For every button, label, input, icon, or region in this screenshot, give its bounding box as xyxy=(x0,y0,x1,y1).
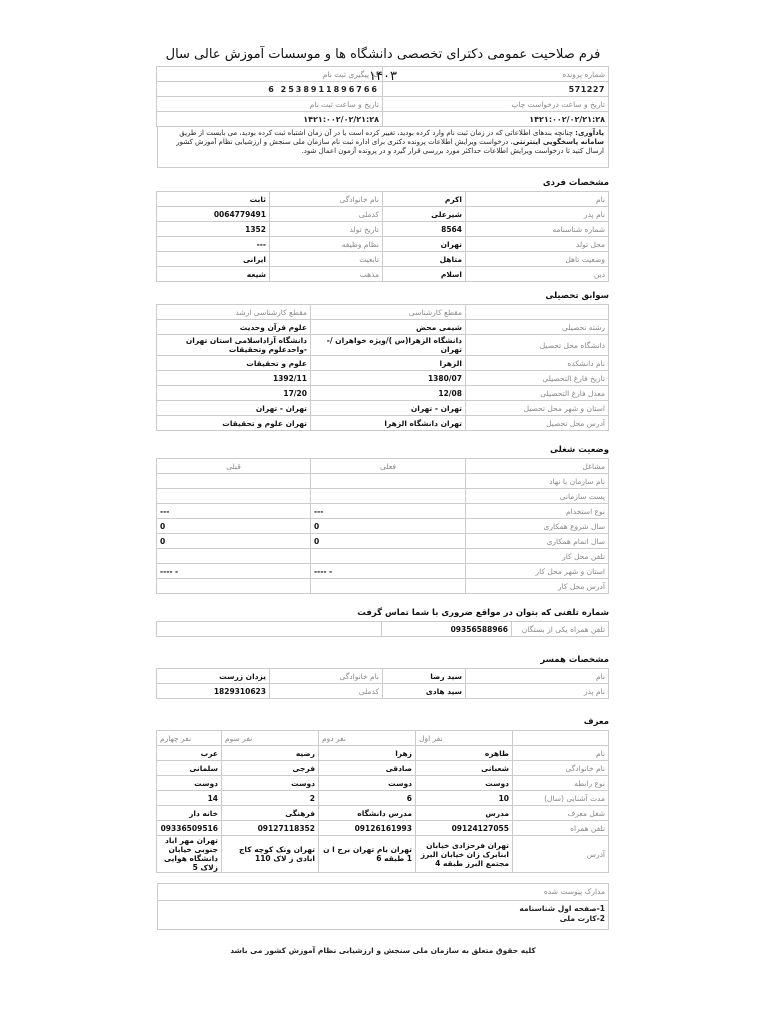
referrer-value: تهران بام تهران برج ا ن 1 طبقه 6 xyxy=(319,836,416,873)
referrer-value: تهران مهر اباد جنوبی خیابان دانشگاه هوایی زلاک 5 xyxy=(157,836,222,873)
field-label: دانشگاه محل تحصیل xyxy=(466,335,609,356)
emergency-label: تلفن همراه یکی از بستگان xyxy=(512,622,609,637)
previous-value xyxy=(157,579,311,594)
field-label: نام پدر xyxy=(466,684,609,699)
field-label: تابعیت xyxy=(270,252,383,267)
referrer-value: 09336509516 xyxy=(157,821,222,836)
employment-row xyxy=(157,504,609,519)
field-label: کدملی xyxy=(270,684,383,699)
field-label: نام دانشکده xyxy=(466,356,609,371)
note-text-1: چنانچه بندهای اطلاعاتی که در زمان ثبت نام وارد کرده بودید، تغییر کرده است یا در آن زمان اشتباه ثبت کرده بودید، می بایست از طریق xyxy=(179,129,576,137)
referrer-value: دوست xyxy=(319,776,416,791)
field-label: وضعیت تاهل xyxy=(466,252,609,267)
referrer-row xyxy=(157,836,609,873)
spouse-section-title: مشخصات همسر xyxy=(540,655,609,665)
previous-value: --- xyxy=(157,504,311,519)
employment-row xyxy=(157,579,609,594)
referrer-value: 6 xyxy=(319,791,416,806)
field-value: 0064779491 xyxy=(157,207,270,222)
referrer-row xyxy=(157,776,609,791)
education-col-bachelor: مقطع کارشناسی xyxy=(311,305,466,320)
employment-row xyxy=(157,549,609,564)
field-label: استان و شهر محل تحصیل xyxy=(466,401,609,416)
note-bold-1: یادآوری: xyxy=(575,129,604,137)
doc-item: 2-کارت ملی xyxy=(559,914,605,923)
bachelor-value: 12/08 xyxy=(311,386,466,401)
field-label: تاریخ تولد xyxy=(270,222,383,237)
current-value xyxy=(311,549,466,564)
current-value: 0 xyxy=(311,519,466,534)
employment-col-current: فعلی xyxy=(311,459,466,474)
file-no: 571227 xyxy=(383,82,609,97)
referrer-value: 09124127055 xyxy=(416,821,513,836)
bachelor-value: تهران دانشگاه الزهرا xyxy=(311,416,466,431)
employment-row xyxy=(157,489,609,504)
education-col-master: مقطع کارشناسی ارشد xyxy=(157,305,311,320)
personal-row xyxy=(157,252,609,267)
education-row xyxy=(157,356,609,371)
master-value: علوم قرآن وحدیث xyxy=(157,320,311,335)
previous-value xyxy=(157,474,311,489)
referrer-value: عرب xyxy=(157,746,222,761)
field-value: سید رضا xyxy=(383,669,466,684)
field-value: سید هادی xyxy=(383,684,466,699)
referrer-row xyxy=(157,806,609,821)
field-label: مذهب xyxy=(270,267,383,282)
field-value: ایرانی xyxy=(157,252,270,267)
education-row xyxy=(157,416,609,431)
education-row xyxy=(157,335,609,356)
field-label: رشته تحصیلی xyxy=(466,320,609,335)
field-label: نام xyxy=(513,746,609,761)
bachelor-value: الزهرا xyxy=(311,356,466,371)
master-value: 17/20 xyxy=(157,386,311,401)
personal-row xyxy=(157,192,609,207)
field-label: پست سازمانی xyxy=(466,489,609,504)
previous-value: - ---- xyxy=(157,564,311,579)
referrer-value: زهرا xyxy=(319,746,416,761)
doc-item: 1-صفحه اول شناسنامه xyxy=(519,904,605,913)
referrer-value: صادقی xyxy=(319,761,416,776)
bachelor-value: شیمی محض xyxy=(311,320,466,335)
education-table xyxy=(156,304,609,431)
field-label: نام خانوادگی xyxy=(270,669,383,684)
referrer-value: طاهره xyxy=(416,746,513,761)
referrer-col-header: نفر چهارم xyxy=(157,731,222,746)
employment-row xyxy=(157,519,609,534)
education-section-title: سوابق تحصیلی xyxy=(545,291,609,301)
field-label: نام xyxy=(466,669,609,684)
print-datetime: ۱۴۲۱:۰۰۲/۰۲/۲۱:۲۸ xyxy=(383,112,609,127)
referrer-value: شعبانی xyxy=(416,761,513,776)
file-no-label: شماره پرونده xyxy=(383,67,609,82)
education-row xyxy=(157,401,609,416)
spouse-table xyxy=(156,668,609,699)
note-bold-2: سامانه پاسخگویی اینترنتی xyxy=(512,138,604,146)
bachelor-value: دانشگاه الزهرا(س )/ویژه خواهران /- تهران xyxy=(311,335,466,356)
referrer-col-header: نفر دوم xyxy=(319,731,416,746)
field-value: اسلام xyxy=(383,267,466,282)
tracking-label: کد پیگیری ثبت نام xyxy=(157,67,383,82)
referrer-value: 10 xyxy=(416,791,513,806)
current-value xyxy=(311,489,466,504)
personal-section-title: مشخصات فردی xyxy=(542,178,609,188)
master-value: تهران - تهران xyxy=(157,401,311,416)
education-row xyxy=(157,386,609,401)
field-label: معدل فارغ التحصیلی xyxy=(466,386,609,401)
field-label: کدملی xyxy=(270,207,383,222)
field-value: 8564 xyxy=(383,222,466,237)
previous-value: 0 xyxy=(157,534,311,549)
bachelor-value: 1380/07 xyxy=(311,371,466,386)
docs-title: مدارک پیوست شده xyxy=(158,884,608,901)
field-label: شغل معرف xyxy=(513,806,609,821)
spouse-row xyxy=(157,684,609,699)
field-label: شماره شناسنامه xyxy=(466,222,609,237)
referrer-section-title: معرف xyxy=(583,717,609,727)
print-datetime-label: تاریخ و ساعت درخواست چاپ xyxy=(383,97,609,112)
field-label: نام xyxy=(466,192,609,207)
field-label: آدرس محل کار xyxy=(466,579,609,594)
employment-col-jobs: مشاغل xyxy=(466,459,609,474)
referrer-value: مدرس دانشگاه xyxy=(319,806,416,821)
referrer-col-header: نفر سوم xyxy=(222,731,319,746)
referrer-row xyxy=(157,791,609,806)
form-title: فرم صلاحیت عمومی دکترای تخصصی دانشگاه ها و موسسات آموزش عالی سال ۱۴۰۳ xyxy=(165,47,601,84)
employment-row xyxy=(157,534,609,549)
personal-table xyxy=(156,191,609,282)
referrer-row xyxy=(157,761,609,776)
docs-list xyxy=(158,901,608,929)
field-label: تلفن محل کار xyxy=(466,549,609,564)
previous-value: 0 xyxy=(157,519,311,534)
note-text-2: ، درخواست ویرایش اطلاعات پرونده دکتری برای اداره ثبت نام سازمان ملی سنجش و ارزشیابی نظام آموزش کشور ارسال کنید تا درخواست ویرایش اطلاعات حداکثر مورد بررسی قرار گیرد و در پرونده آزمون اعمال شود. xyxy=(176,138,604,155)
referrer-value: مدرس xyxy=(416,806,513,821)
current-value: --- xyxy=(311,504,466,519)
master-value: دانشگاه آزاداسلامی استان تهران -واحدعلوم وتحقیقات xyxy=(157,335,311,356)
emergency-table xyxy=(156,621,609,637)
referrer-value: تهران فرحزادی خیابان ابنابرک زان خیابان البرز مجتمع البرز طبقه 4 xyxy=(416,836,513,873)
field-value: ثابت xyxy=(157,192,270,207)
field-label: تلفن همراه xyxy=(513,821,609,836)
reg-datetime: ۱۴۲۱:۰۰۲/۰۲/۲۱:۲۸ xyxy=(157,112,383,127)
field-value: شیعه xyxy=(157,267,270,282)
field-label: سال اتمام همکاری xyxy=(466,534,609,549)
master-value: تهران علوم و تحقیقات xyxy=(157,416,311,431)
form-page xyxy=(157,0,609,955)
reg-datetime-label: تاریخ و ساعت ثبت نام xyxy=(157,97,383,112)
referrer-value: فرهنگی xyxy=(222,806,319,821)
field-label: محل تولد xyxy=(466,237,609,252)
education-row xyxy=(157,320,609,335)
field-label: استان و شهر محل کار xyxy=(466,564,609,579)
referrer-value: 09127118352 xyxy=(222,821,319,836)
emergency-section-title: شماره تلفنی که بتوان در مواقع ضروری با شما تماس گرفت xyxy=(357,608,609,618)
field-value: اکرم xyxy=(383,192,466,207)
referrer-value: دوست xyxy=(157,776,222,791)
field-label: نظام وظیفه xyxy=(270,237,383,252)
field-label: نوع رابطه xyxy=(513,776,609,791)
attached-docs xyxy=(157,883,609,930)
current-value xyxy=(311,474,466,489)
field-label: دین xyxy=(466,267,609,282)
field-label: نام خانوادگی xyxy=(513,761,609,776)
footer-copyright: کلیه حقوق متعلق به سازمان ملی سنجش و ارزشیابی نظام آموزش کشور می باشد xyxy=(230,946,536,955)
personal-row xyxy=(157,222,609,237)
employment-table xyxy=(156,458,609,594)
field-value: 1829310623 xyxy=(157,684,270,699)
referrer-value: 14 xyxy=(157,791,222,806)
employment-section-title: وضعیت شغلی xyxy=(550,445,609,455)
field-value: 1352 xyxy=(157,222,270,237)
master-value: 1392/11 xyxy=(157,371,311,386)
field-label: نام خانوادگی xyxy=(270,192,383,207)
previous-value xyxy=(157,549,311,564)
referrer-row xyxy=(157,746,609,761)
field-label: تاریخ فارغ التحصیلی xyxy=(466,371,609,386)
field-label: نوع استخدام xyxy=(466,504,609,519)
referrer-value: دوست xyxy=(222,776,319,791)
referrer-value: رضیه xyxy=(222,746,319,761)
referrer-value: 09126161993 xyxy=(319,821,416,836)
field-value: تهران xyxy=(383,237,466,252)
field-label: آدرس xyxy=(513,836,609,873)
emergency-phone: 09356588966 xyxy=(382,622,512,637)
field-value: متاهل xyxy=(383,252,466,267)
personal-row xyxy=(157,237,609,252)
field-label: مدت آشنایی (سال) xyxy=(513,791,609,806)
referrer-value: 2 xyxy=(222,791,319,806)
referrer-value: سلمانی xyxy=(157,761,222,776)
referrer-value: خانه دار xyxy=(157,806,222,821)
employment-row xyxy=(157,474,609,489)
field-label: نام سازمان یا نهاد xyxy=(466,474,609,489)
field-label: نام پدر xyxy=(466,207,609,222)
referrer-value: تهران ونک کوچه کاج ابادی ز لاک 110 xyxy=(222,836,319,873)
reminder-note xyxy=(157,127,609,168)
master-value: علوم و تحقیقات xyxy=(157,356,311,371)
referrer-table xyxy=(156,730,609,873)
referrer-value: فرجی xyxy=(222,761,319,776)
spouse-row xyxy=(157,669,609,684)
field-label: سال شروع همکاری xyxy=(466,519,609,534)
employment-row xyxy=(157,564,609,579)
referrer-col-header: نفر اول xyxy=(416,731,513,746)
education-row xyxy=(157,371,609,386)
current-value: 0 xyxy=(311,534,466,549)
current-value xyxy=(311,579,466,594)
referrer-value: دوست xyxy=(416,776,513,791)
bachelor-value: تهران - تهران xyxy=(311,401,466,416)
field-value: یزدان زرست xyxy=(157,669,270,684)
field-value: --- xyxy=(157,237,270,252)
current-value: - ---- xyxy=(311,564,466,579)
employment-col-previous: قبلی xyxy=(157,459,311,474)
field-label: آدرس محل تحصیل xyxy=(466,416,609,431)
personal-row xyxy=(157,267,609,282)
personal-row xyxy=(157,207,609,222)
previous-value xyxy=(157,489,311,504)
field-value: شیرعلی xyxy=(383,207,466,222)
tracking-code: 2538911896766 6 xyxy=(157,82,383,97)
referrer-row xyxy=(157,821,609,836)
